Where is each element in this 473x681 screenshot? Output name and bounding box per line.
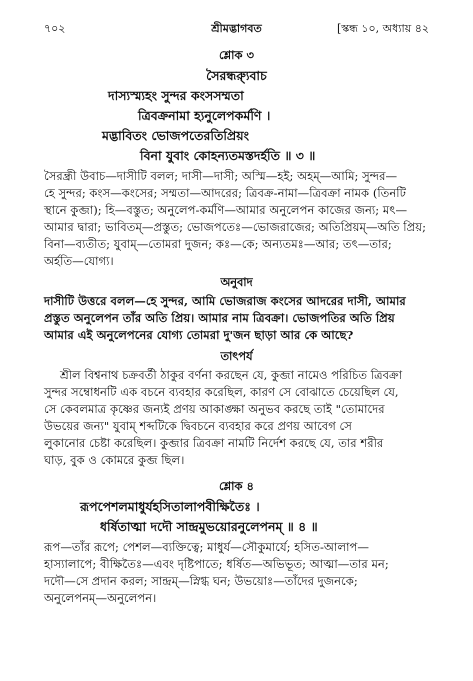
verse-3-translation: [44, 293, 429, 344]
verse-3-word-gloss: [44, 168, 429, 270]
verse-3-line-3: মদ্ভাবিতং ভোজপতেরতিপ্রিয়ং: [102, 128, 249, 143]
verse-4-line-2: ধর্ষিতাত্মা দদৌ সান্দ্রমুভয়োরনুলেপনম্ ॥ ৪ ॥: [100, 519, 318, 534]
gloss-line: রূপ—তাঁর রূপে; পেশল—ব্যক্তিত্বে; মাধুর্য—সৌকুমার্যে; হসিত-আলাপ—: [44, 540, 369, 554]
page-header: [44, 20, 429, 38]
verse-3-line-2: ত্রিবক্রনামা হ্যনুলেপকর্মণি ।: [138, 108, 271, 123]
gloss-line: স্থানে কুব্জা); হি—বস্তুত; অনুলেপ-কর্মণি—আমার অনুলেপন কাজের জন্য; মৎ—: [44, 203, 408, 217]
purport-line: সুন্দর সম্বোধনটি এক বচনে ব্যবহার করেছিল, কারণ সে বোঝাতে চেয়েছিল যে,: [44, 385, 399, 399]
purport-line: ঘাড়, বুক ও কোমরে কুব্জ ছিল।: [44, 453, 185, 467]
verse-4-heading: শ্লোক ৪: [218, 479, 255, 493]
verse-4-word-gloss: [44, 539, 429, 607]
translation-line: প্রস্তুত অনুলেপন তাঁর অতি প্রিয়। আমার নাম ত্রিবক্রা। ভোজপতির অতি প্রিয়: [44, 311, 395, 325]
verse-3-purport: [44, 367, 429, 469]
page-content: [44, 44, 429, 607]
gloss-line: সৈরন্ধ্রী উবাচ—দাসীটি বলল; দাসী—দাসী; অস্মি—হই; অহম্—আমি; সুন্দর—: [44, 169, 398, 183]
purport-line: উভয়ের জন্য" যুবাম্ শব্দটিকে দ্বিবচনে ব্যবহার করে প্রণয় আবেগ সে: [44, 419, 352, 433]
chapter-reference: [স্কন্ধ ১০, অধ্যায় ৪২: [336, 22, 429, 35]
verse-3-heading: শ্লোক ৩: [218, 48, 255, 62]
verse-4-line-1: রূপপেশলমাধুর্যহসিতালাপবীক্ষিতৈঃ ।: [80, 499, 260, 514]
gloss-line: আমার দ্বারা; ভাবিতম্—প্রস্তুত; ভোজপতেঃ—ভোজরাজের; অতিপ্রিয়ম্—অতি প্রিয়;: [44, 220, 426, 234]
translation-line: দাসীটি উত্তরে বলল—হে সুন্দর, আমি ভোজরাজ কংসের আদরের দাসী, আমার: [44, 294, 406, 308]
gloss-line: অনুলেপনম্—অনুলেপন।: [44, 591, 157, 605]
verse-3-line-4: বিনা যুবাং কোহন্যতমস্তদর্হতি ॥ ৩ ॥: [140, 148, 316, 163]
purport-heading: তাৎপর্য: [220, 349, 253, 363]
gloss-line: অর্হতি—যোগ্য।: [44, 254, 114, 268]
book-title: শ্রীমদ্ভাগবত: [211, 22, 262, 35]
purport-line: সে কেবলমাত্র কৃষ্ণের জন্যই প্রণয় আকাঙ্ক্ষা অনুভব করছে তাই "তোমাদের: [44, 402, 385, 416]
verse-3-speaker: সৈরন্ধ্র্যুবাচ: [206, 68, 267, 83]
gloss-line: দদৌ—সে প্রদান করল; সান্দ্রম্—স্নিগ্ধ ঘন; উভয়োঃ—তাঁদের দুজনকে;: [44, 574, 358, 588]
gloss-line: হাস্যালাপে; বীক্ষিতৈঃ—এবং দৃষ্টিপাতে; ধর্ষিত—অভিভূত; আত্মা—তার মন;: [44, 557, 389, 571]
translation-line: আমার এই অনুলেপনের যোগ্য তোমরা দু'জন ছাড়া আর কে আছে?: [44, 328, 354, 342]
page-number: ৭০২: [44, 22, 66, 35]
translation-heading: অনুবাদ: [220, 275, 253, 289]
gloss-line: হে সুন্দর; কংস—কংসের; সম্মতা—আদরের; ত্রিবক্র-নামা—ত্রিবক্রা নামক (তিনটি: [44, 186, 406, 200]
purport-line: লুকানোর চেষ্টা করেছিল। কুব্জার ত্রিবক্রা নামটি নির্দেশ করছে যে, তার শরীর: [44, 436, 384, 450]
verse-3-line-1: দাস্যস্ম্যহং সুন্দর কংসসম্মতা: [108, 88, 244, 103]
gloss-line: বিনা—ব্যতীত; যুবাম্—তোমরা দুজন; কঃ—কে; অন্যতমঃ—আর; তৎ—তার;: [44, 237, 392, 251]
purport-line: শ্রীল বিশ্বনাথ চক্রবর্তী ঠাকুর বর্ণনা করছেন যে, কুব্জা নামেও পরিচিত ত্রিবক্রা: [60, 368, 403, 382]
